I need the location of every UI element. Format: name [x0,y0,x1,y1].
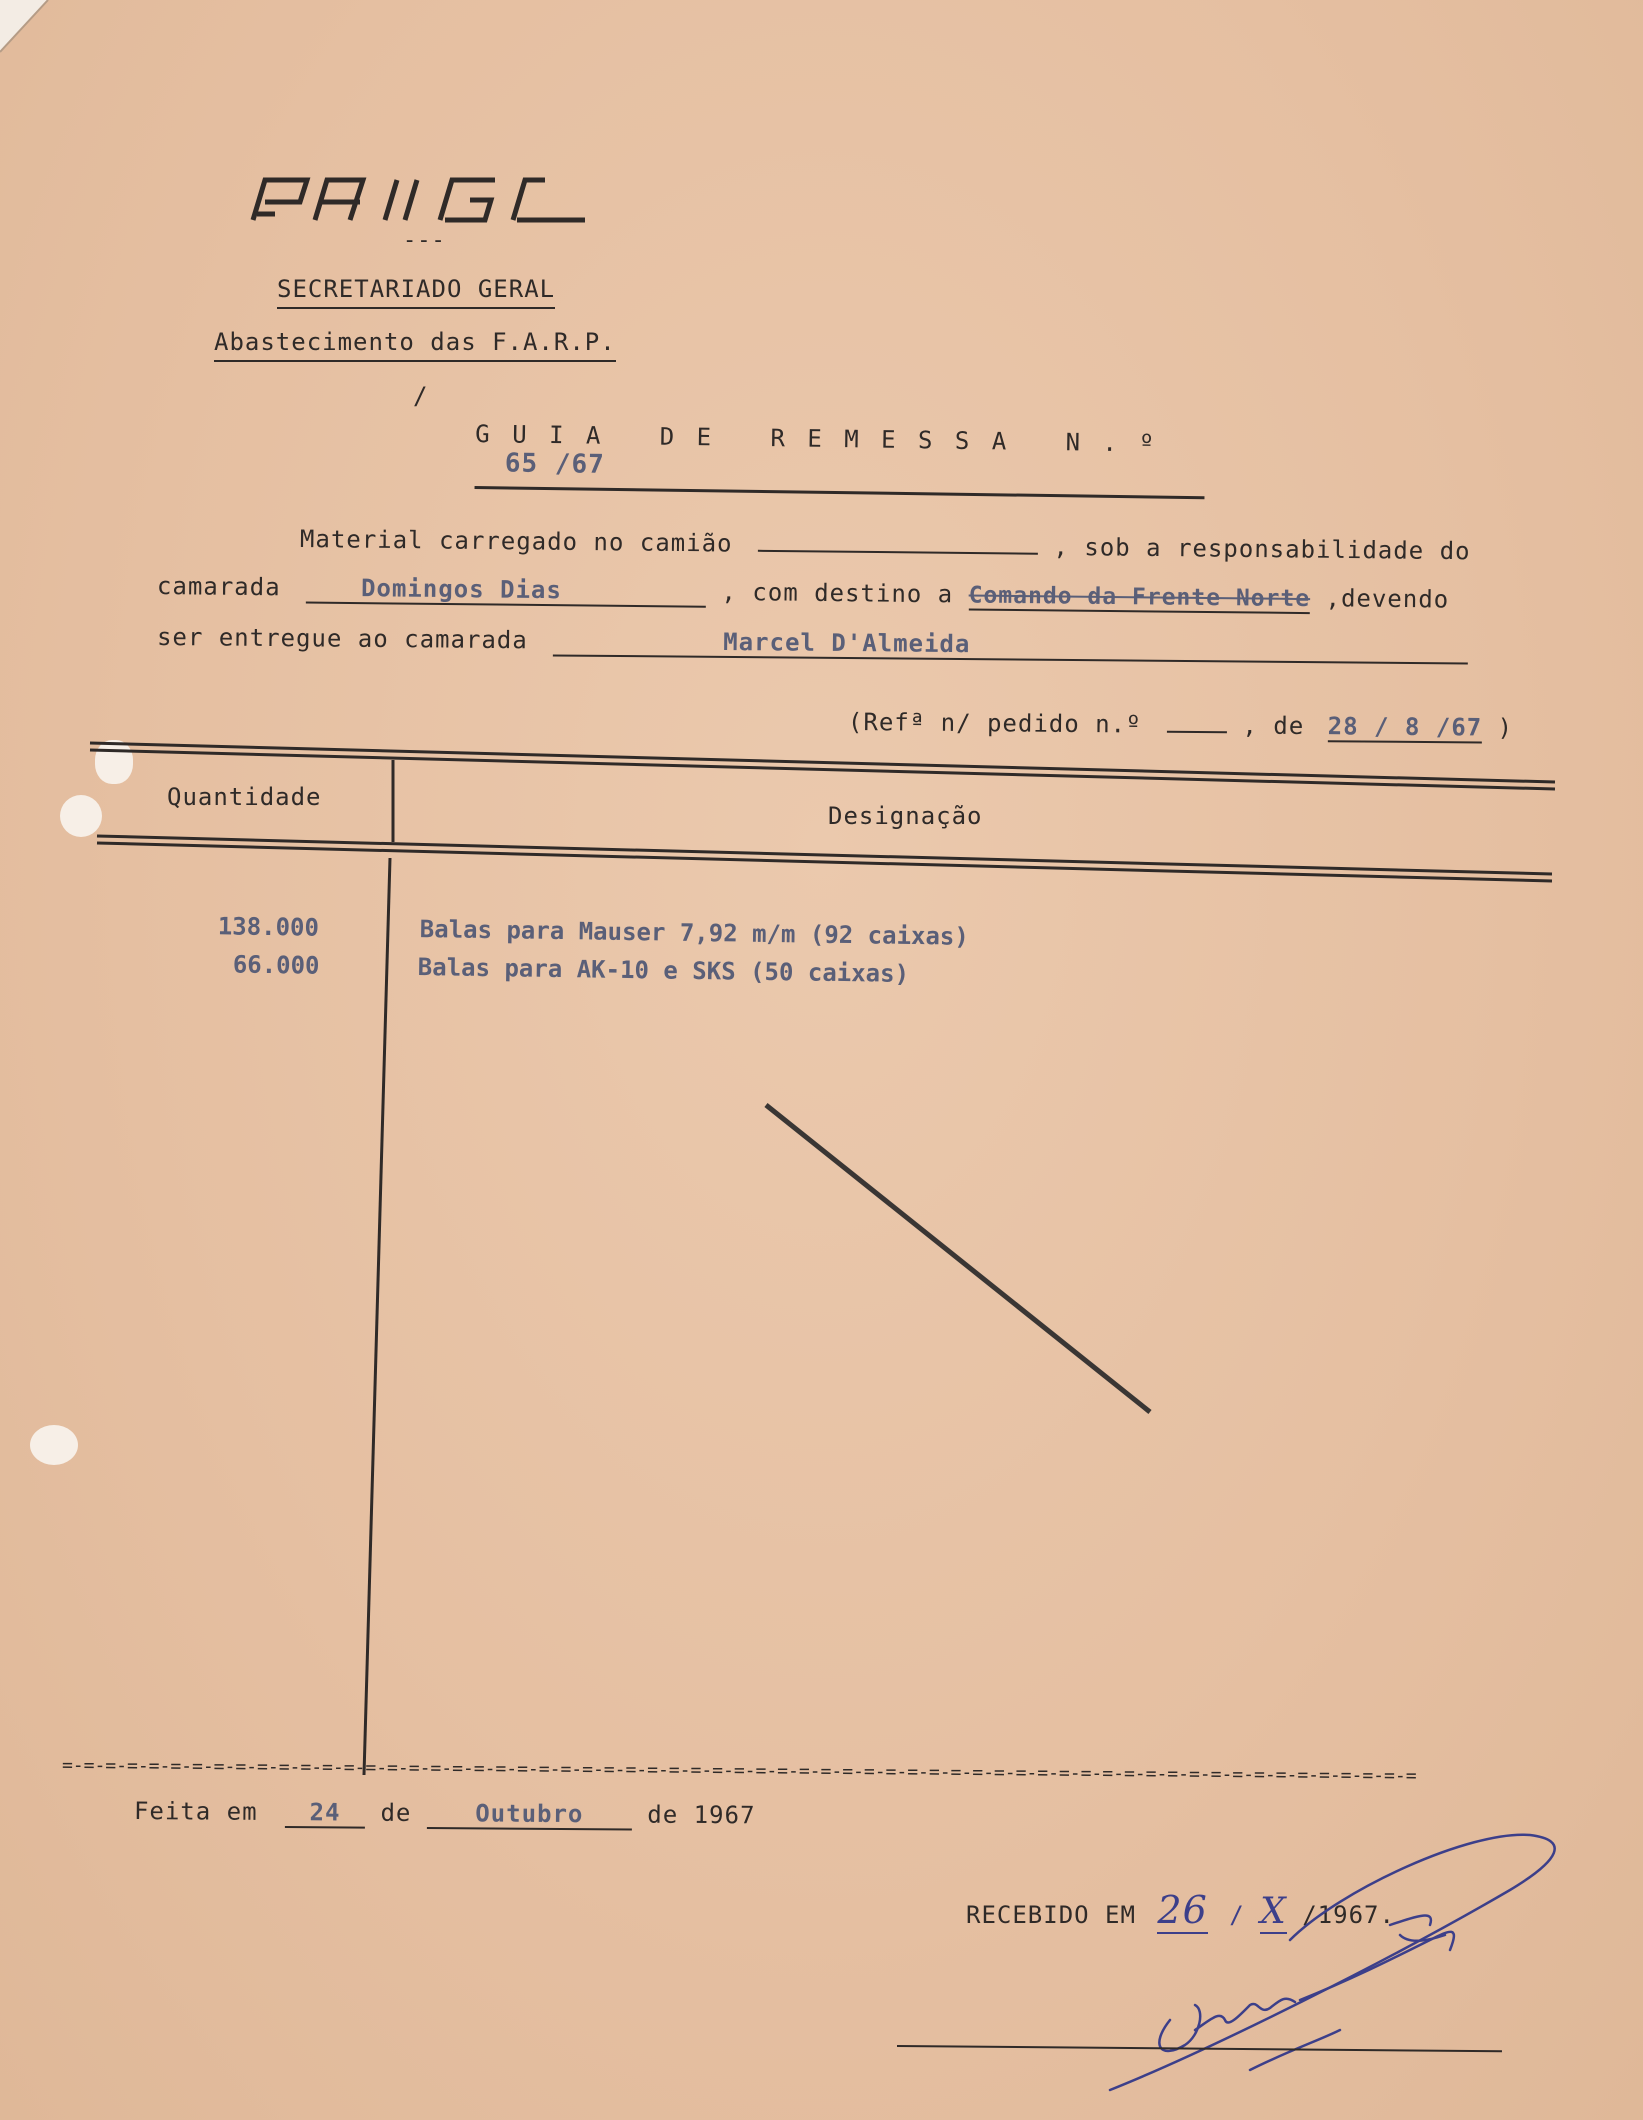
ref-mid: , de [1242,711,1305,740]
received-month: X [1260,1891,1287,1932]
received-label: RECEBIDO EM [966,1901,1136,1929]
title-label: G U I A D E R E M E S S A N . º [475,420,1159,458]
row-designation: Balas para Mauser 7,92 m/m (92 caixas) [419,915,970,951]
row-designation: Balas para AK-10 e SKS (50 caixas) [417,953,910,988]
footer-dashed-rule: =-=-=-=-=-=-=-=-=-=-=-=-=-=-=-=-=-=-=-=-=-=-=-=-=-=-=-=-=-=-=-=-=-=-=-=-=-=-=-=-=-=-=-=-=-=-=-=-=-=-=-=-=-=-=-=-=-=-=-=-=-=-= [61,1755,1417,1787]
received-day: 26 [1157,1888,1208,1932]
ref-prefix: (Refª n/ pedido n.º [847,708,1142,739]
made-prefix: Feita em [133,1797,258,1826]
line2-suffix: ,devendo [1325,584,1450,614]
destination: Comando da Frente Norte [968,582,1311,613]
row-quantity: 66.000 [232,950,320,980]
made-day: 24 [285,1798,365,1829]
header-slash: / [413,382,429,410]
title-number: 65 /67 [504,448,605,480]
made-de-1: de [380,1798,412,1827]
ref-suffix: ) [1497,713,1514,742]
made-month: Outubro [427,1799,632,1830]
secretariat-text: SECRETARIADO GERAL [277,275,555,309]
column-header-designation: Designação [828,802,983,830]
line2-mid: , com destino a [721,577,954,609]
received-year: /1967. [1302,1901,1395,1929]
department-text: Abastecimento das F.A.R.P. [214,328,616,362]
made-year: 1967 [693,1800,756,1830]
received-slash: / [1229,1901,1245,1929]
made-on-line [134,1797,756,1831]
handwritten-signature [1090,1830,1570,2110]
header-separator: --- [403,228,446,253]
made-de-2: de [647,1800,679,1829]
line2-prefix: camarada [156,572,281,602]
line3-prefix: ser entregue ao camarada [156,623,528,655]
row-quantity: 138.000 [217,912,320,942]
camarada-name: Domingos Dias [306,574,706,608]
ref-date: 28 / 8 /67 [1327,712,1483,742]
line1-prefix: Material carregado no camião [299,525,733,558]
column-header-quantity: Quantidade [167,783,322,811]
line1-suffix: , sob a responsabilidade do [1053,532,1471,566]
recipient-name: Marcel D'Almeida [553,626,1468,664]
